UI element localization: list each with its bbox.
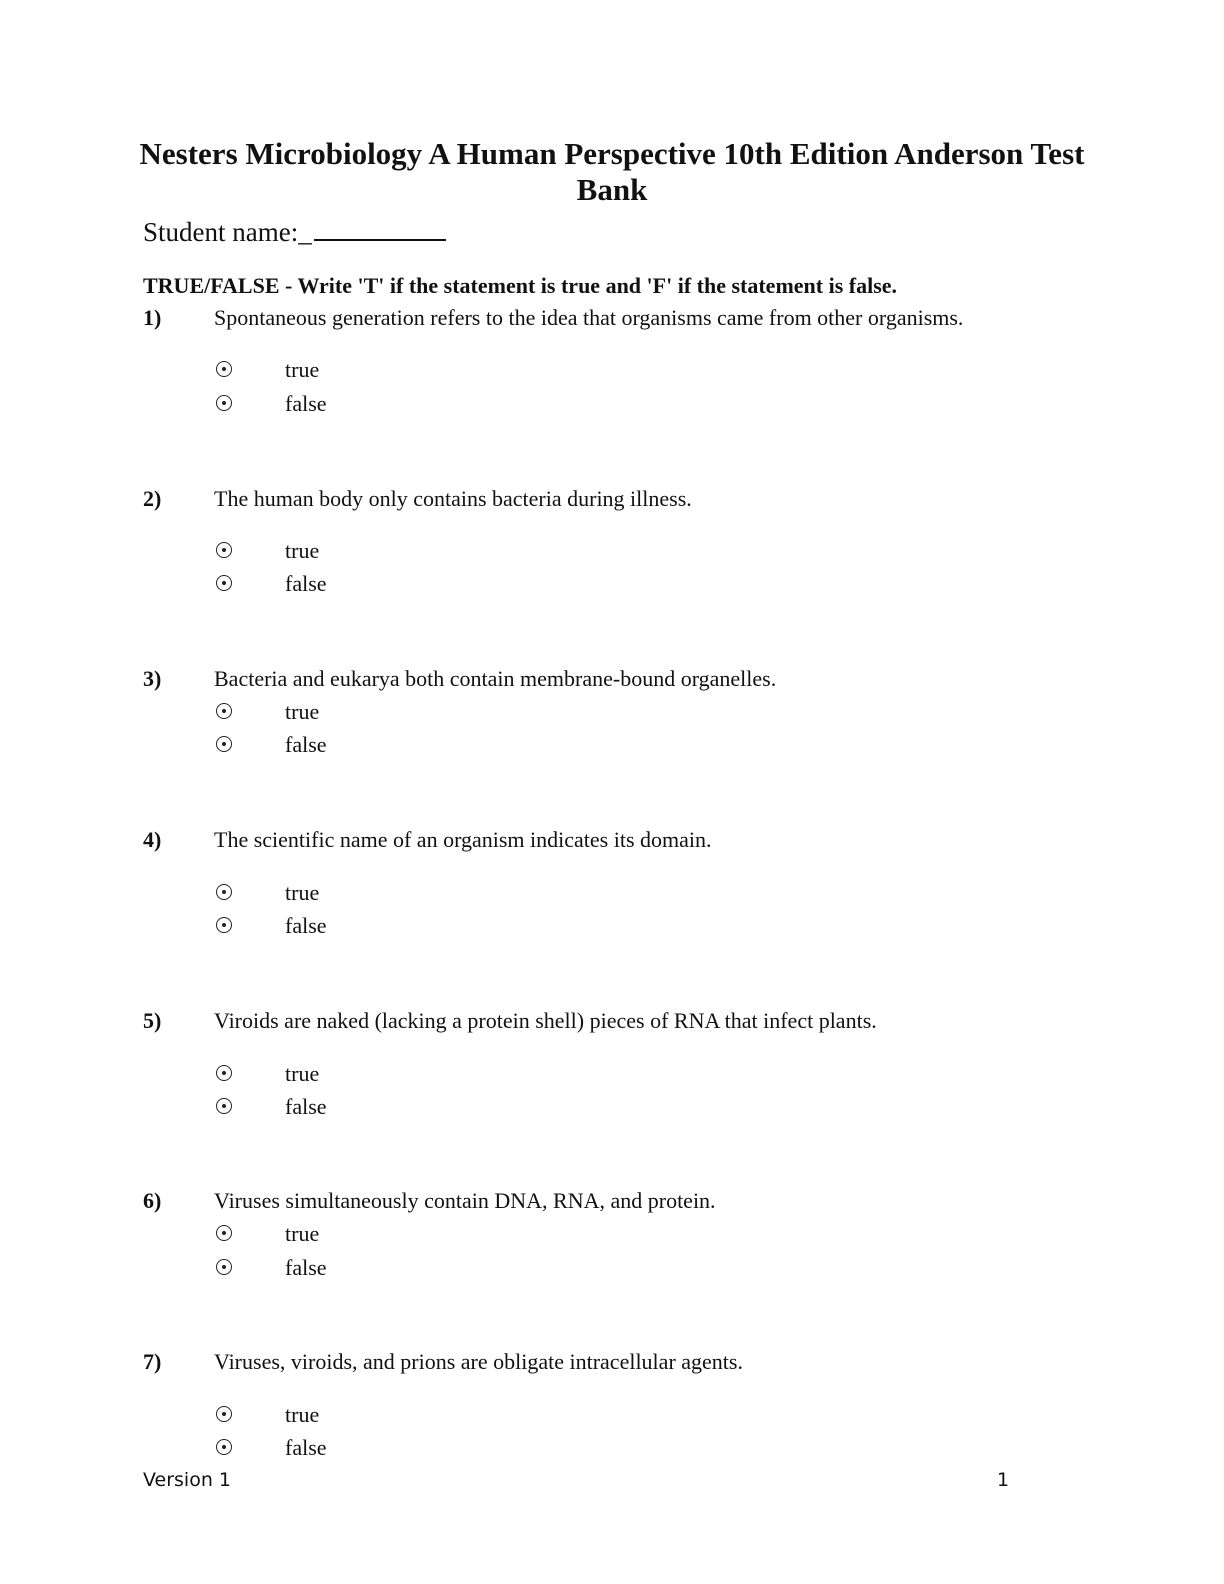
question-number: 4) [143,827,162,852]
question-number: 3) [143,666,162,691]
question-text: Viroids are naked (lacking a protein shell) pieces of RNA that infect plants. [214,1008,877,1033]
radio-button-icon[interactable] [216,361,232,377]
radio-button-icon[interactable] [216,575,232,591]
question-text: Viruses simultaneously contain DNA, RNA, and protein. [214,1188,716,1213]
footer-page-number: 1 [997,1469,1010,1491]
radio-button-icon[interactable] [216,703,232,719]
radio-button-icon[interactable] [216,1098,232,1114]
option-label: true [285,1061,320,1086]
radio-button-icon[interactable] [216,1065,232,1081]
student-name-label: Student name:_ [143,217,312,247]
question-number: 5) [143,1008,162,1033]
question-text: Viruses, viroids, and prions are obligate intracellular agents. [214,1349,743,1374]
question-number: 7) [143,1349,162,1374]
radio-button-icon[interactable] [216,542,232,558]
option-label: false [285,1255,327,1280]
option-label: true [285,699,320,724]
option-label: true [285,538,320,563]
radio-button-icon[interactable] [216,1225,232,1241]
question-text: Bacteria and eukarya both contain membrane-bound organelles. [214,666,777,691]
radio-button-icon[interactable] [216,395,232,411]
option-label: true [285,1402,320,1427]
option-label: true [285,357,320,382]
question-text: Spontaneous generation refers to the idea that organisms came from other organisms. [214,305,964,330]
section-instructions: TRUE/FALSE - Write 'T' if the statement is true and 'F' if the statement is false. [143,273,898,298]
question-text: The scientific name of an organism indicates its domain. [214,827,712,852]
question-number: 2) [143,486,162,511]
radio-button-icon[interactable] [216,917,232,933]
radio-button-icon[interactable] [216,1439,232,1455]
option-label: true [285,1221,320,1246]
radio-button-icon[interactable] [216,736,232,752]
radio-button-icon[interactable] [216,1406,232,1422]
question-number: 6) [143,1188,162,1213]
question-number: 1) [143,305,162,330]
document-title: Nesters Microbiology A Human Perspective 10th Edition Anderson Test Bank [139,136,1085,207]
option-label: true [285,880,320,905]
option-label: false [285,1435,327,1460]
option-label: false [285,1094,327,1119]
option-label: false [285,732,327,757]
student-name-blank[interactable] [314,217,446,241]
footer-version: Version 1 [143,1469,231,1491]
option-label: false [285,913,327,938]
question-text: The human body only contains bacteria during illness. [214,486,692,511]
radio-button-icon[interactable] [216,884,232,900]
student-name-field [143,214,446,250]
radio-button-icon[interactable] [216,1259,232,1275]
option-label: false [285,571,327,596]
option-label: false [285,391,327,416]
